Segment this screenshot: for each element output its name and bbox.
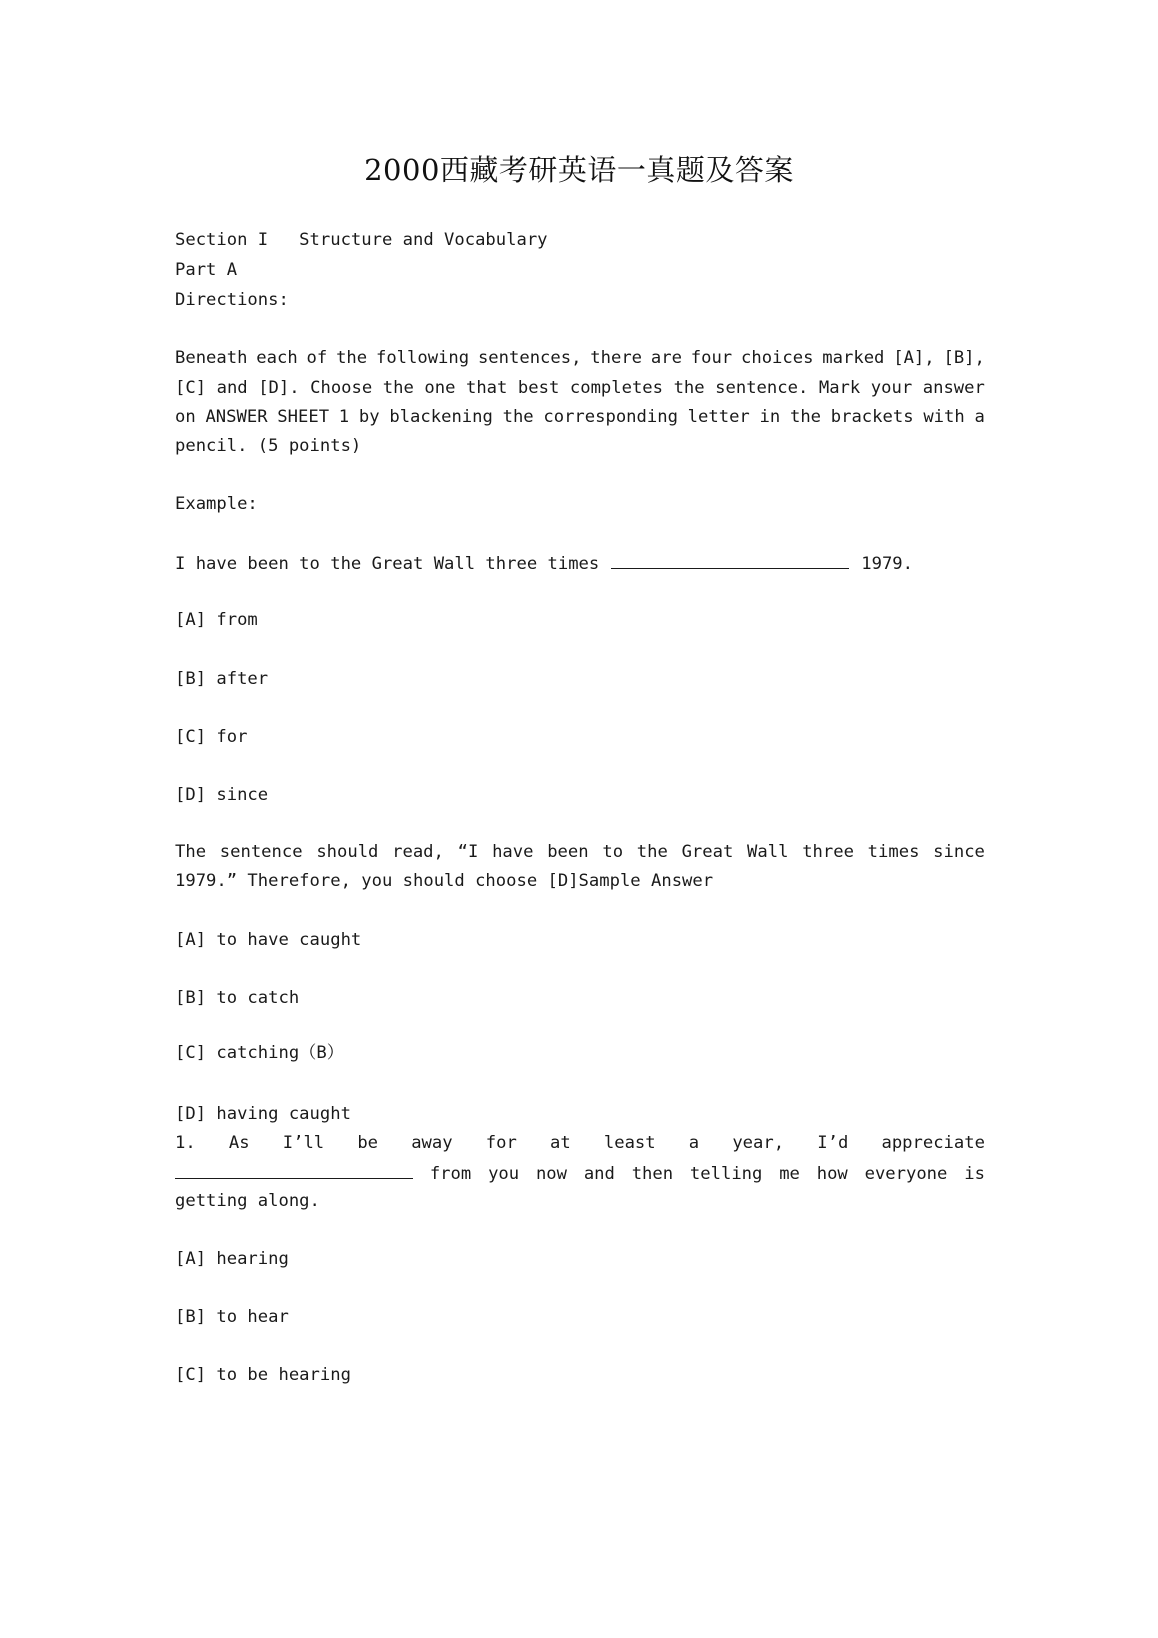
word: there	[590, 348, 643, 368]
example-option-a: [A] from	[175, 610, 258, 630]
word: to	[602, 842, 624, 862]
word: are	[650, 348, 682, 368]
explanation-line-1	[175, 840, 985, 864]
word: sentence	[219, 842, 303, 862]
word: appreciate	[881, 1133, 985, 1153]
word: for	[485, 1133, 517, 1153]
word: on	[175, 407, 196, 427]
directions-line-1	[175, 346, 985, 370]
word: corresponding	[543, 407, 678, 427]
example-sentence-end: 1979.	[861, 554, 914, 574]
page-title: 2000西藏考研英语一真题及答案	[364, 153, 794, 187]
word: Mark	[818, 378, 861, 398]
word: best	[517, 378, 560, 398]
word: of	[306, 348, 328, 368]
word: the	[382, 378, 414, 398]
word: answer	[922, 378, 985, 398]
question-1-line-2	[175, 1160, 985, 1184]
word: then	[631, 1164, 674, 1184]
word: times	[867, 842, 920, 862]
example-option-c: [C] for	[175, 727, 248, 747]
word: the	[336, 348, 368, 368]
word: read,	[392, 842, 444, 862]
example-sentence	[175, 550, 913, 576]
word: completes	[569, 378, 664, 398]
word: the	[502, 407, 534, 427]
word: letter	[687, 407, 750, 427]
sample-option-c: [C] catching（B）	[175, 1043, 344, 1063]
word: the	[636, 842, 668, 862]
word: Wall	[747, 842, 789, 862]
sample-option-d: [D] having caught	[175, 1104, 351, 1124]
word: Beneath	[175, 348, 248, 368]
example-label: Example:	[175, 494, 258, 514]
directions-line-2	[175, 376, 985, 400]
word: ANSWER	[205, 407, 268, 427]
sample-option-b: [B] to catch	[175, 988, 300, 1008]
word: the	[673, 378, 705, 398]
example-option-d: [D] since	[175, 785, 269, 805]
question-1-option-a: [A] hearing	[175, 1249, 289, 1269]
word: and	[216, 378, 248, 398]
word: by	[358, 407, 380, 427]
explanation-line-2: 1979.” Therefore, you should choose [D]Sample Answer	[175, 871, 714, 891]
word: four	[690, 348, 733, 368]
word: your	[870, 378, 913, 398]
word: away	[411, 1133, 453, 1153]
question-1-line-3: getting along.	[175, 1191, 320, 1211]
word: now	[535, 1164, 567, 1184]
word: since	[933, 842, 985, 862]
word: you	[488, 1164, 520, 1184]
word: least	[603, 1133, 656, 1153]
word: a	[974, 407, 985, 427]
question-1-line-1	[175, 1131, 985, 1155]
section-heading: Section I Structure and Vocabulary	[175, 230, 548, 250]
word: a	[688, 1133, 700, 1153]
word: The	[175, 842, 207, 862]
word: the	[789, 407, 822, 427]
word: Great	[681, 842, 734, 862]
word: [D].	[258, 378, 300, 398]
word: one	[424, 378, 456, 398]
word: been	[547, 842, 589, 862]
word: “I	[457, 842, 479, 862]
word: blackening	[389, 407, 493, 427]
word: I’d	[817, 1133, 849, 1153]
word: I’ll	[282, 1133, 325, 1153]
directions-line-3	[175, 405, 985, 429]
word: and	[583, 1164, 615, 1184]
sample-option-a: [A] to have caught	[175, 930, 362, 950]
word: be	[357, 1133, 379, 1153]
word: how	[816, 1164, 848, 1184]
word: [A],	[893, 348, 935, 368]
word: 1.	[175, 1133, 196, 1153]
question-1-blank	[175, 1160, 413, 1179]
word: As	[228, 1133, 250, 1153]
word: sentence.	[715, 378, 809, 398]
part-label: Part A	[175, 260, 238, 280]
word: brackets	[830, 407, 914, 427]
example-sentence-start: I have been to the Great Wall three times	[175, 554, 600, 574]
word: each	[256, 348, 298, 368]
word: three	[802, 842, 854, 862]
word: that	[465, 378, 508, 398]
word: [C]	[175, 378, 207, 398]
word: telling	[689, 1164, 763, 1184]
word: in	[759, 407, 781, 427]
word: have	[492, 842, 534, 862]
answer-blank	[611, 550, 849, 569]
word: sentences,	[477, 348, 582, 368]
word: Choose	[310, 378, 373, 398]
word: [B],	[943, 348, 985, 368]
word: following	[375, 348, 470, 368]
directions-label: Directions:	[175, 290, 289, 310]
word: from	[429, 1164, 472, 1184]
word: choices	[741, 348, 814, 368]
word: with	[923, 407, 965, 427]
word: should	[316, 842, 379, 862]
word: marked	[822, 348, 885, 368]
word: at	[550, 1133, 571, 1153]
directions-line-4: pencil. (5 points)	[175, 436, 362, 456]
word: me	[779, 1164, 800, 1184]
word: 1	[338, 407, 350, 427]
question-1-option-c: [C] to be hearing	[175, 1365, 351, 1385]
word: SHEET	[277, 407, 330, 427]
word: everyone	[864, 1164, 948, 1184]
example-option-b: [B] after	[175, 669, 269, 689]
word: is	[964, 1164, 985, 1184]
question-1-option-b: [B] to hear	[175, 1307, 289, 1327]
word: year,	[732, 1133, 785, 1153]
